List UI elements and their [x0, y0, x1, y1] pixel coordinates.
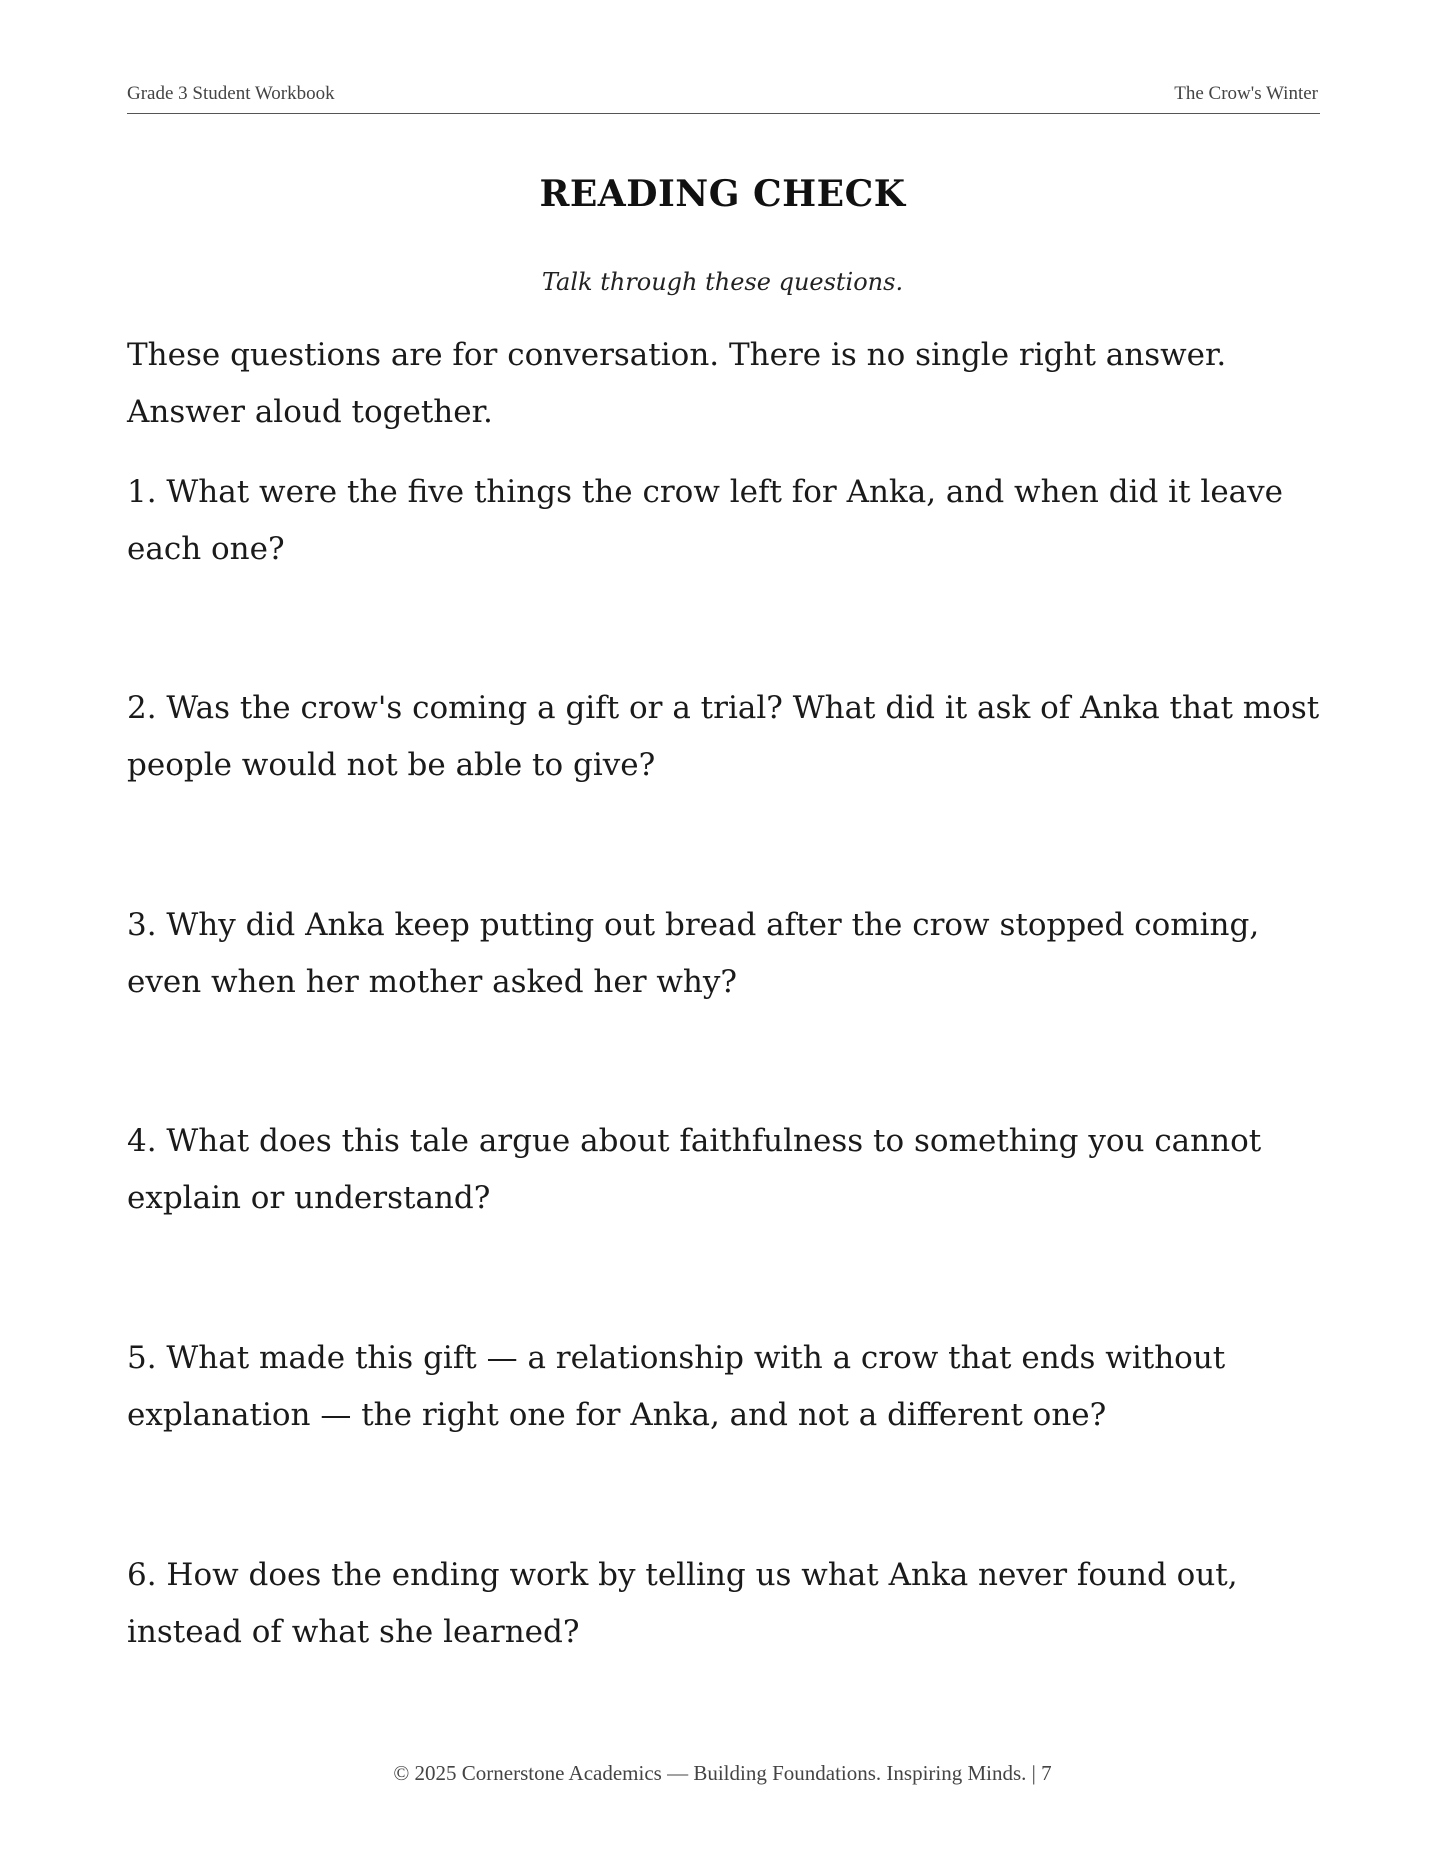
intro-paragraph: These questions are for conversation. There is no single right answer. Answer aloud together.	[127, 337, 1227, 430]
page-subtitle: Talk through these questions.	[541, 268, 904, 296]
page-footer: © 2025 Cornerstone Academics — Building Foundations. Inspiring Minds. | 7	[393, 1761, 1052, 1785]
page-header	[127, 83, 1320, 114]
question-6: 6. How does the ending work by telling us what Anka never found out, instead of what she learned?	[127, 1557, 1238, 1650]
question-3: 3. Why did Anka keep putting out bread after the crow stopped coming, even when her mother asked her why?	[127, 907, 1260, 1000]
question-1: 1. What were the five things the crow left for Anka, and when did it leave each one?	[127, 474, 1284, 567]
question-5: 5. What made this gift — a relationship with a crow that ends without explanation — the right one for Anka, and not a different one?	[127, 1340, 1226, 1433]
question-2: 2. Was the crow's coming a gift or a trial? What did it ask of Anka that most people would not be able to give?	[127, 690, 1320, 783]
header-workbook-label: Grade 3 Student Workbook	[127, 83, 335, 104]
page-title: READING CHECK	[539, 173, 906, 215]
header-story-title: The Crow's Winter	[1174, 83, 1318, 104]
question-4: 4. What does this tale argue about faithfulness to something you cannot explain or understand?	[127, 1123, 1262, 1216]
